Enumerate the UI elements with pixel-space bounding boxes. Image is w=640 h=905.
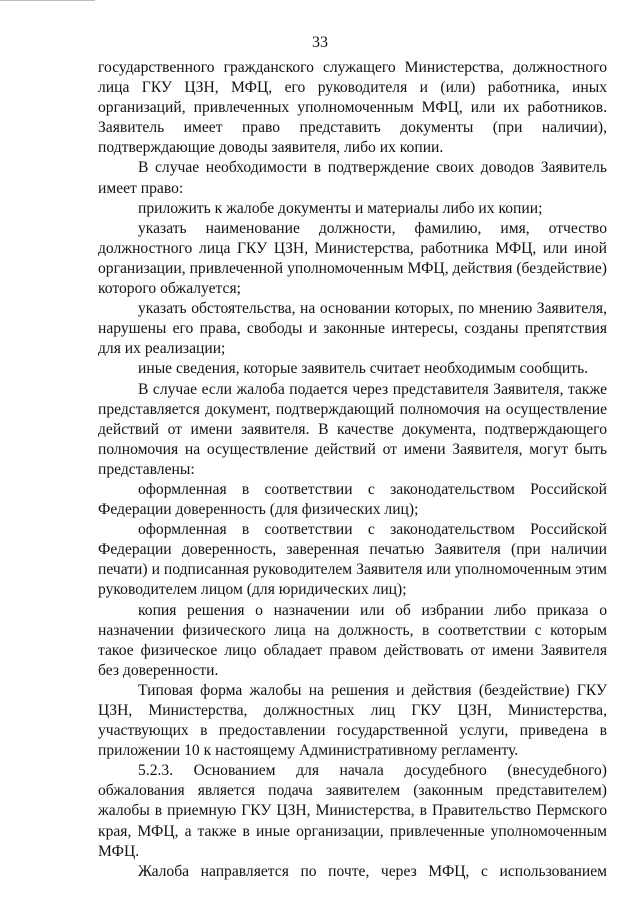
paragraph-complaint-delivery: Жалоба направляется по почте, через МФЦ, с использованием xyxy=(138,862,607,880)
list-item-power-of-attorney-legal-entities: оформленная в соответствии с законодательством Российской Федерации доверенность, заверенная печатью Заявителя (при наличии печати) и подписанная руководителем Заявителя или уполномоченным этим руководителем лицом (для юридических лиц); xyxy=(98,521,607,599)
paragraph-applicant-rights: В случае необходимости в подтверждение своих доводов Заявитель имеет право: xyxy=(98,159,607,197)
paragraph-representative: В случае если жалоба подается через представителя Заявителя, также представляется документ, подтверждающий полномочия на осуществление действий от имени заявителя. В качестве документа, подтверждающего полномочия на осуществление действий от имени Заявителя, могут быть представлены: xyxy=(98,380,607,478)
paragraph-standard-form: Типовая форма жалобы на решения и действия (бездействие) ГКУ ЦЗН, Министерства, должностных лиц ГКУ ЦЗН, Министерства, участвующих в предоставлении государственной услуги, приведена в приложении 10 к настоящему Административному регламенту. xyxy=(98,681,607,760)
paragraph-section-5-2-3: 5.2.3. Основанием для начала досудебного (внесудебного) обжалования является подача заявителем (законным представителем) жалобы в приемную ГКУ ЦЗН, Министерства, в Правительство Пермского края, МФЦ, а также в иные организации, привлеченные уполномоченным МФЦ. xyxy=(98,762,607,860)
paragraph-complaint-subject: государственного гражданского служащего Министерства, должностного лица ГКУ ЦЗН, МФЦ, его руководителя и (или) работника, иных организаций, привлеченных уполномоченным МФЦ, или их работников. Заявитель имеет право представить документы (при наличии), подтверждающие доводы заявителя, либо их копии. xyxy=(98,59,607,157)
list-item-other-information: иные сведения, которые заявитель считает необходимым сообщить. xyxy=(138,360,589,378)
list-item-attach-documents: приложить к жалобе документы и материалы либо их копии; xyxy=(138,199,543,217)
list-item-specify-official: указать наименование должности, фамилию, имя, отчество должностного лица ГКУ ЦЗН, Министерства, работника МФЦ, или иной организации, привлеченной уполномоченным МФЦ, действия (бездействие) которого обжалуется; xyxy=(98,219,607,298)
document-body xyxy=(98,58,607,882)
top-scan-rule xyxy=(0,0,95,1)
page-number: 33 xyxy=(312,34,328,51)
list-item-power-of-attorney-individuals: оформленная в соответствии с законодательством Российской Федерации доверенность (для физических лиц); xyxy=(98,480,607,519)
list-item-specify-circumstances: указать обстоятельства, на основании которых, по мнению Заявителя, нарушены его права, свободы и законные интересы, созданы препятствия для их реализации; xyxy=(98,300,607,358)
list-item-appointment-decision: копия решения о назначении или об избрании либо приказа о назначении физического лица на должность, в соответствии с которым такое физическое лицо обладает правом действовать от имени Заявителя без доверенности. xyxy=(98,601,607,679)
